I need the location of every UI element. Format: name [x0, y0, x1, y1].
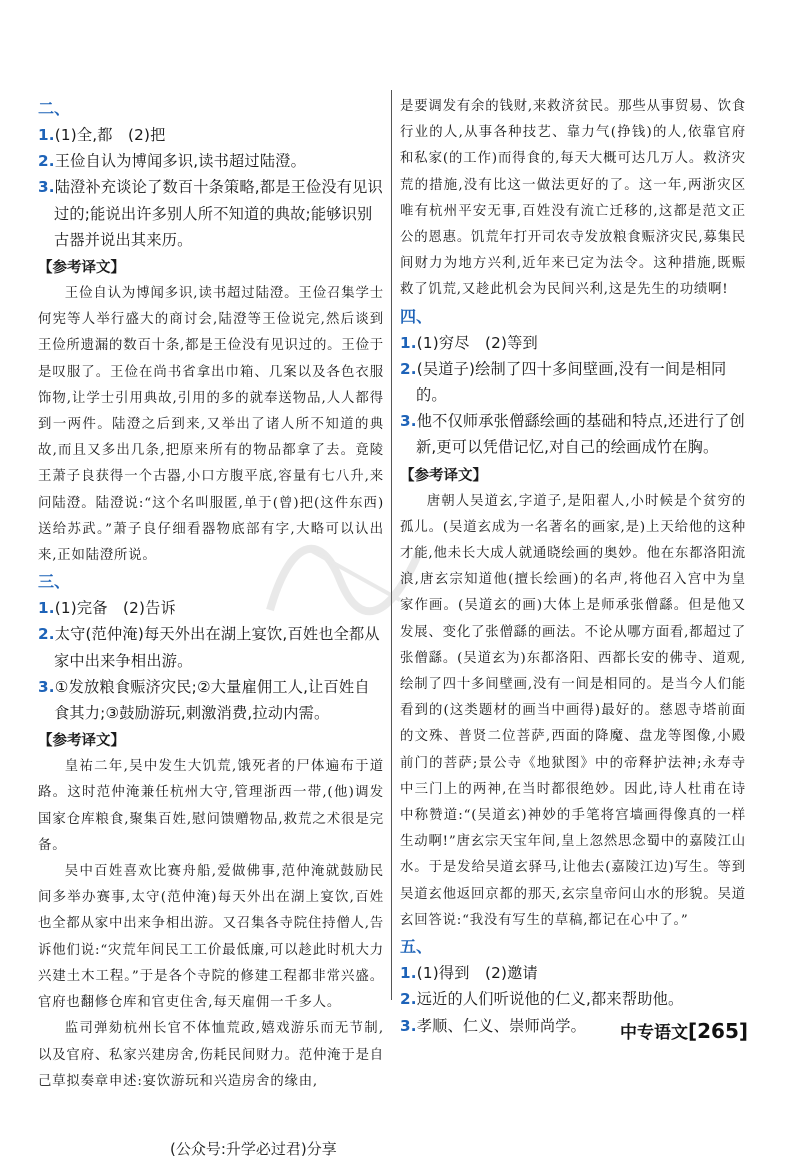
answer-item: 1.(1)穷尽 (2)等到 [400, 333, 538, 352]
answer-item: 2.(吴道子)绘制了四十多间壁画,没有一间是相同的。 [400, 359, 727, 405]
section-3-title: 三、 [38, 572, 71, 592]
answer-item: 2.太守(范仲淹)每天外出在湖上宴饮,百姓也全都从家中出来争相出游。 [38, 625, 380, 670]
reference-translation: 监司弹劾杭州长官不体恤荒政,嬉戏游乐而无节制,以及官府、私家兴建房舍,伤耗民间财力。范仲淹于是自己草拟奏章申述:宴饮游玩和兴造房舍的缘由, [38, 1021, 384, 1089]
page-bracket-open: [ [687, 1019, 698, 1043]
page-bracket-close: ] [738, 1019, 748, 1043]
answer-item: 3.孝顺、仁义、崇师尚学。 [400, 1016, 587, 1035]
share-note: (公众号:升学必过君)分享 [170, 1140, 337, 1158]
right-column [400, 94, 746, 1039]
answer-item: 3.①发放粮食赈济灾民;②大量雇佣工人,让百姓自食其力;③鼓励游玩,刺激消费,拉动内需。 [38, 677, 370, 723]
reference-translation-continued: 是要调发有余的钱财,来救济贫民。那些从事贸易、饮食行业的人,从事各种技艺、靠力气(挣钱)的人,依靠官府和私家(的工作)而得食的,每天大概可达几万人。救济灾荒的措施,没有比这一做法更好的了。这一年,两浙灾区唯有杭州平安无事,百姓没有流亡迁移的,这都是范文正公的恩惠。饥荒年打开司农寺发放粮食赈济灾民,募集民间财力为地方兴利,近年来已定为法令。这种措施,既赈救了饥荒,又趁此机会为民间兴利,这是先生的功绩啊! [400, 99, 746, 298]
page-number: 265 [697, 1019, 739, 1043]
page-footer [620, 1018, 748, 1043]
reference-translation: 吴中百姓喜欢比赛舟船,爱做佛事,范仲淹就鼓励民间多举办赛事,太守(范仲淹)每天外出在湖上宴饮,百姓也全都从家中出来争相出游。又召集各寺院住持僧人,告诉他们说:“灾荒年间民工工价最低廉,可以趁此时机大力兴建土木工程。”于是各个寺院的修建工程都非常兴盛。官府也翻修仓库和官吏住舍,每天雇佣一千多人。 [38, 864, 384, 1011]
answer-item: 1.(1)全,都 (2)把 [38, 126, 166, 144]
reference-translation-heading: 【参考译文】 [38, 260, 125, 277]
answer-item: 2.王俭自认为博闻多识,读书超过陆澄。 [38, 152, 306, 171]
reference-translation-heading: 【参考译文】 [400, 467, 487, 484]
answer-item: 1.(1)完备 (2)告诉 [38, 599, 176, 618]
column-divider [391, 90, 392, 1000]
reference-translation: 唐朝人吴道玄,字道子,是阳翟人,小时候是个贫穷的孤儿。(吴道玄成为一名著名的画家,是)上天给他的这种才能,他未长大成人就通晓绘画的奥妙。他在东都洛阳流浪,唐玄宗知道他(擅长绘画)的名声,将他召入宫中为皇家作画。(吴道玄的画)大体上是师承张僧繇。但是他又发展、变化了张僧繇的画法。不论从哪方面看,都超过了张僧繇。(吴道玄为)东都洛阳、西都长安的佛寺、道观,绘制了四十多间壁画,没有一间是相同的。是当今人们能看到的(这类题材的画当中画得)最好的。慈恩寺塔前面的文殊、普贤二位菩萨,西面的降魔、盘龙等图像,小殿前门的菩萨;景公寺《地狱图》中的帝释护法神;永寿寺中三门上的两神,在当时都很绝妙。因此,诗人杜甫在诗中称赞道:“(吴道玄)神妙的手笔将宫墙画得像真的一样生动啊!”唐玄宗天宝年间,皇上忽然思念蜀中的嘉陵江山水。于是发给吴道玄驿马,让他去(嘉陵江边)写生。等到吴道玄他返回京都的那天,玄宗皇帝问山水的形貌。吴道玄回答说:“我没有写生的草稿,都记在心中了。” [400, 493, 746, 928]
answer-item: 3.陆澄补充谈论了数百十条策略,都是王俭没有见识过的;能说出许多别人所不知道的典故;能够识别古器并说出其来历。 [38, 178, 383, 249]
answer-item: 1.(1)得到 (2)邀请 [400, 964, 538, 983]
section-4-title: 四、 [400, 306, 433, 326]
answer-item: 3.他不仅师承张僧繇绘画的基础和特点,还进行了创新,更可以凭借记忆,对自己的绘画成竹在胸。 [400, 412, 745, 457]
answer-item: 2.远近的人们听说他的仁义,都来帮助他。 [400, 990, 684, 1009]
section-5-title: 五、 [400, 937, 433, 957]
reference-translation-heading: 【参考译文】 [38, 733, 125, 750]
left-column [38, 96, 384, 1095]
subject-label: 中专语文 [619, 1023, 688, 1043]
reference-translation: 王俭自认为博闻多识,读书超过陆澄。王俭召集学士何宪等人举行盛大的商讨会,陆澄等王俭说完,然后谈到王俭所遗漏的数百十条,都是王俭没有见识过的。王俭于是叹服了。王俭在尚书省拿出巾箱、几案以及各色衣服饰物,让学士引用典故,引用的多的就奉送物品,人人都得到一两件。陆澄之后到来,又举出了诸人所不知道的典故,而且又多出几条,把原来所有的物品都拿了去。竟陵王萧子良获得一个古器,小口方腹平底,容量有七八升,来问陆澄。陆澄说:“这个名叫服匿,单于(曾)把(这件东西)送给苏武。”萧子良仔细看器物底部有字,大略可以认出来,正如陆澄所说。 [38, 286, 384, 564]
section-2-title: 二、 [38, 99, 71, 118]
reference-translation: 皇祐二年,吴中发生大饥荒,饿死者的尸体遍布于道路。这时范仲淹兼任杭州大守,管理浙西一带,(他)调发国家仓库粮食,聚集百姓,慰问馈赠物品,救荒之术很是完备。 [38, 759, 384, 853]
